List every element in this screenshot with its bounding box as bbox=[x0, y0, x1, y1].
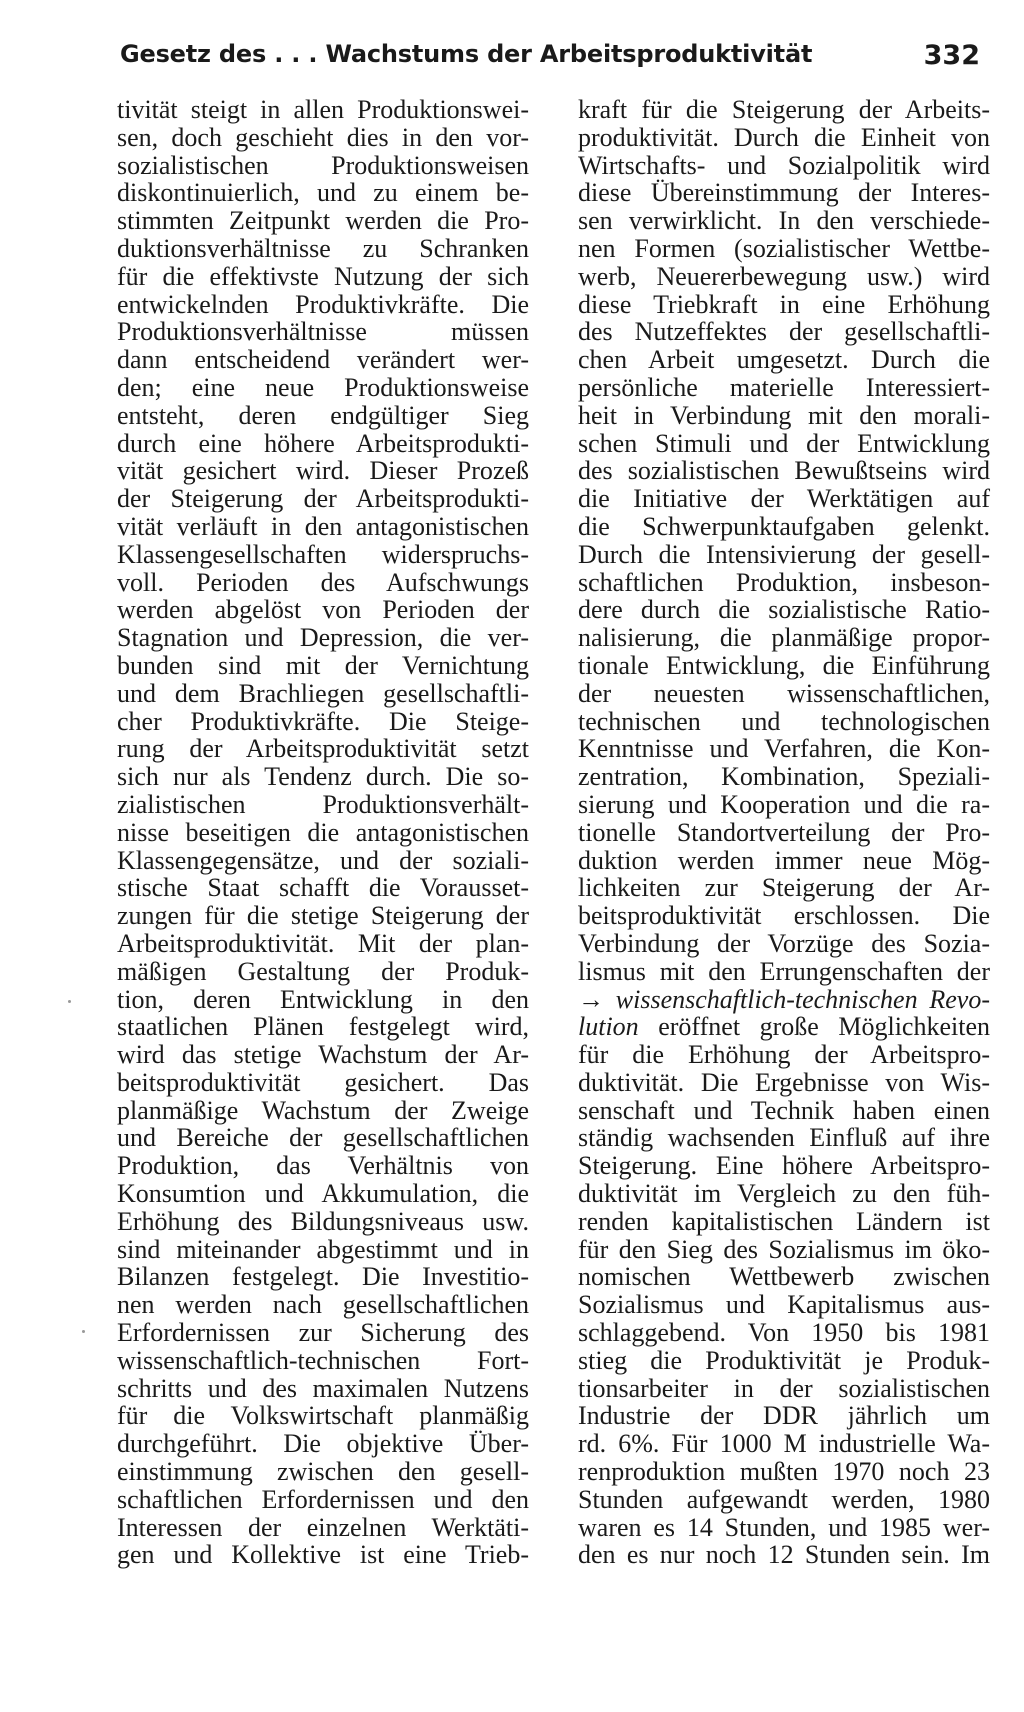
crossref-link-continued[interactable]: lution bbox=[578, 1012, 639, 1042]
crossref-line bbox=[578, 986, 990, 1014]
text-line: Stagnation und Depression, die ver- bbox=[117, 623, 529, 653]
text-line: zungen für die stetige Steigerung der bbox=[117, 901, 529, 931]
text-line: Kenntnisse und Verfahren, die Kon- bbox=[578, 734, 990, 764]
text-line: stimmten Zeitpunkt werden die Pro- bbox=[117, 206, 529, 236]
text-line: entwickelnden Produktivkräfte. Die bbox=[117, 289, 529, 319]
text-line: Erhöhung des Bildungsniveaus usw. bbox=[117, 1206, 529, 1236]
text-line: nen Formen (sozialistischer Wettbe- bbox=[578, 233, 990, 263]
text-line: wird das stetige Wachstum der Ar- bbox=[117, 1040, 529, 1070]
text-line: chen Arbeit umgesetzt. Durch die bbox=[578, 345, 990, 375]
text-line: für den Sieg des Sozialismus im öko- bbox=[578, 1234, 990, 1264]
text-line: waren es 14 Stunden, und 1985 wer- bbox=[578, 1512, 990, 1542]
text-line: diese Triebkraft in eine Erhöhung bbox=[578, 289, 990, 319]
text-line: schaftlichen Erfordernissen und den bbox=[117, 1484, 529, 1514]
text-line: persönliche materielle Interessiert- bbox=[578, 372, 990, 402]
text-line: Stunden aufgewandt werden, 1980 bbox=[578, 1484, 990, 1514]
text-line: beitsproduktivität erschlossen. Die bbox=[578, 901, 990, 931]
text-line: vität gesichert wird. Dieser Prozeß bbox=[117, 456, 529, 486]
text-line: staatlichen Plänen festgelegt wird, bbox=[117, 1012, 529, 1042]
text-line: stieg die Produktivität je Produk- bbox=[578, 1345, 990, 1375]
text-line: sind miteinander abgestimmt und in bbox=[117, 1234, 529, 1264]
text-line: tionsarbeiter in der sozialistischen bbox=[578, 1373, 990, 1403]
text-line: für die effektivste Nutzung der sich bbox=[117, 261, 529, 291]
text-line: Industrie der DDR jährlich um bbox=[578, 1401, 990, 1431]
text-line: diskontinuierlich, und zu einem be- bbox=[117, 178, 529, 208]
running-title: Gesetz des . . . Wachstums der Arbeitsproduktivität bbox=[120, 40, 813, 68]
text-line: nomischen Wettbewerb zwischen bbox=[578, 1262, 990, 1292]
text-line: schritts und des maximalen Nutzens bbox=[117, 1373, 529, 1403]
right-column bbox=[578, 96, 990, 1569]
text-line: nisse beseitigen die antagonistischen bbox=[117, 817, 529, 847]
text-line: Verbindung der Vorzüge des Sozia- bbox=[578, 928, 990, 958]
text-line: Klassengegensätze, und der soziali- bbox=[117, 845, 529, 875]
text-line: sich nur als Tendenz durch. Die so- bbox=[117, 762, 529, 792]
text-line: Wirtschafts- und Sozialpolitik wird bbox=[578, 150, 990, 180]
text-line: einstimmung zwischen den gesell- bbox=[117, 1457, 529, 1487]
text-line: zentration, Kombination, Speziali- bbox=[578, 762, 990, 792]
text-line: nen werden nach gesellschaftlichen bbox=[117, 1290, 529, 1320]
text-line: dere durch die sozialistische Ratio- bbox=[578, 595, 990, 625]
text-line: Konsumtion und Akkumulation, die bbox=[117, 1179, 529, 1209]
left-column bbox=[117, 96, 529, 1569]
text-line: lichkeiten zur Steigerung der Ar- bbox=[578, 873, 990, 903]
text-line: für die Volkswirtschaft planmäßig bbox=[117, 1401, 529, 1431]
text-line: und Bereiche der gesellschaftlichen bbox=[117, 1123, 529, 1153]
text-line: voll. Perioden des Aufschwungs bbox=[117, 567, 529, 597]
text-line: duktion werden immer neue Mög- bbox=[578, 845, 990, 875]
text-line: Sozialismus und Kapitalismus aus- bbox=[578, 1290, 990, 1320]
text-line: bunden sind mit der Vernichtung bbox=[117, 650, 529, 680]
text-line: Arbeitsproduktivität. Mit der plan- bbox=[117, 928, 529, 958]
text-line: entsteht, deren endgültiger Sieg bbox=[117, 400, 529, 430]
text-line: produktivität. Durch die Einheit von bbox=[578, 122, 990, 152]
text-line: die Schwerpunktaufgaben gelenkt. bbox=[578, 511, 990, 541]
text-line: rd. 6%. Für 1000 M industrielle Wa- bbox=[578, 1429, 990, 1459]
text-line: lismus mit den Errungenschaften der bbox=[578, 956, 990, 986]
text-line: Interessen der einzelnen Werktäti- bbox=[117, 1512, 529, 1542]
text-line: tion, deren Entwicklung in den bbox=[117, 984, 529, 1014]
crossref-link[interactable]: wissenschaftlich-technischen Revo- bbox=[615, 984, 990, 1014]
text-line: mäßigen Gestaltung der Produk- bbox=[117, 956, 529, 986]
text-line: schlaggebend. Von 1950 bis 1981 bbox=[578, 1318, 990, 1348]
text-line: ständig wachsenden Einfluß auf ihre bbox=[578, 1123, 990, 1153]
text-line: gen und Kollektive ist eine Trieb- bbox=[117, 1540, 529, 1570]
text-line: des sozialistischen Bewußtseins wird bbox=[578, 456, 990, 486]
text-line: den; eine neue Produktionsweise bbox=[117, 372, 529, 402]
text-line: tivität steigt in allen Produktionswei- bbox=[117, 95, 529, 124]
text-line: des Nutzeffektes der gesellschaftli- bbox=[578, 317, 990, 347]
print-speck bbox=[68, 1000, 71, 1003]
text-line: kraft für die Steigerung der Arbeits- bbox=[578, 95, 990, 124]
text-line: schen Stimuli und der Entwicklung bbox=[578, 428, 990, 458]
text-line: der Steigerung der Arbeitsprodukti- bbox=[117, 484, 529, 514]
text-line: renden kapitalistischen Ländern ist bbox=[578, 1206, 990, 1236]
text-line: durch eine höhere Arbeitsprodukti- bbox=[117, 428, 529, 458]
text-line: senschaft und Technik haben einen bbox=[578, 1095, 990, 1125]
text-line: duktionsverhältnisse zu Schranken bbox=[117, 233, 529, 263]
text-line: rung der Arbeitsproduktivität setzt bbox=[117, 734, 529, 764]
text-line: tionelle Standortverteilung der Pro- bbox=[578, 817, 990, 847]
text-line: renproduktion mußten 1970 noch 23 bbox=[578, 1457, 990, 1487]
text-line: vität verläuft in den antagonistischen bbox=[117, 511, 529, 541]
text-line: sen verwirklicht. In den verschiede- bbox=[578, 206, 990, 236]
text-line: schaftlichen Produktion, insbeson- bbox=[578, 567, 990, 597]
text-line: technischen und technologischen bbox=[578, 706, 990, 736]
crossref-line bbox=[578, 1013, 990, 1041]
text-line: planmäßige Wachstum der Zweige bbox=[117, 1095, 529, 1125]
crossref-arrow-icon: → bbox=[578, 984, 604, 1014]
text-line: dann entscheidend verändert wer- bbox=[117, 345, 529, 375]
text-line: Steigerung. Eine höhere Arbeitspro- bbox=[578, 1151, 990, 1181]
text-line: durchgeführt. Die objektive Über- bbox=[117, 1429, 529, 1459]
page-header bbox=[120, 40, 980, 80]
text-line: sierung und Kooperation und die ra- bbox=[578, 789, 990, 819]
text-line: werb, Neuererbewegung usw.) wird bbox=[578, 261, 990, 291]
text-line: für die Erhöhung der Arbeitspro- bbox=[578, 1040, 990, 1070]
text-line: duktivität im Vergleich zu den füh- bbox=[578, 1179, 990, 1209]
text-line: duktivität. Die Ergebnisse von Wis- bbox=[578, 1067, 990, 1097]
text-line: Produktion, das Verhältnis von bbox=[117, 1151, 529, 1181]
text-line: Bilanzen festgelegt. Die Investitio- bbox=[117, 1262, 529, 1292]
text-line: diese Übereinstimmung der Interes- bbox=[578, 178, 990, 208]
text-line: Klassengesellschaften widerspruchs- bbox=[117, 539, 529, 569]
text-line: und dem Brachliegen gesellschaftli- bbox=[117, 678, 529, 708]
text-line: sen, doch geschieht dies in den vor- bbox=[117, 122, 529, 152]
text-line: cher Produktivkräfte. Die Steige- bbox=[117, 706, 529, 736]
text-line: beitsproduktivität gesichert. Das bbox=[117, 1067, 529, 1097]
text-line: stische Staat schafft die Vorausset- bbox=[117, 873, 529, 903]
text-line: Produktionsverhältnisse müssen bbox=[117, 317, 529, 347]
text-line: Erfordernissen zur Sicherung des bbox=[117, 1318, 529, 1348]
text-line: zialistischen Produktionsverhält- bbox=[117, 789, 529, 819]
text-line: sozialistischen Produktionsweisen bbox=[117, 150, 529, 180]
text-line: Durch die Intensivierung der gesell- bbox=[578, 539, 990, 569]
text-line: den es nur noch 12 Stunden sein. Im bbox=[578, 1540, 990, 1570]
page-number: 332 bbox=[923, 40, 980, 71]
text-line: der neuesten wissenschaftlichen, bbox=[578, 678, 990, 708]
text-line: werden abgelöst von Perioden der bbox=[117, 595, 529, 625]
text-line: die Initiative der Werktätigen auf bbox=[578, 484, 990, 514]
text-line: heit in Verbindung mit den morali- bbox=[578, 400, 990, 430]
text-fragment: eröffnet große Möglichkeiten bbox=[638, 1012, 990, 1042]
text-line: wissenschaftlich-technischen Fort- bbox=[117, 1345, 529, 1375]
text-line: tionale Entwicklung, die Einführung bbox=[578, 650, 990, 680]
text-line: nalisierung, die planmäßige propor- bbox=[578, 623, 990, 653]
print-speck bbox=[82, 1330, 85, 1333]
